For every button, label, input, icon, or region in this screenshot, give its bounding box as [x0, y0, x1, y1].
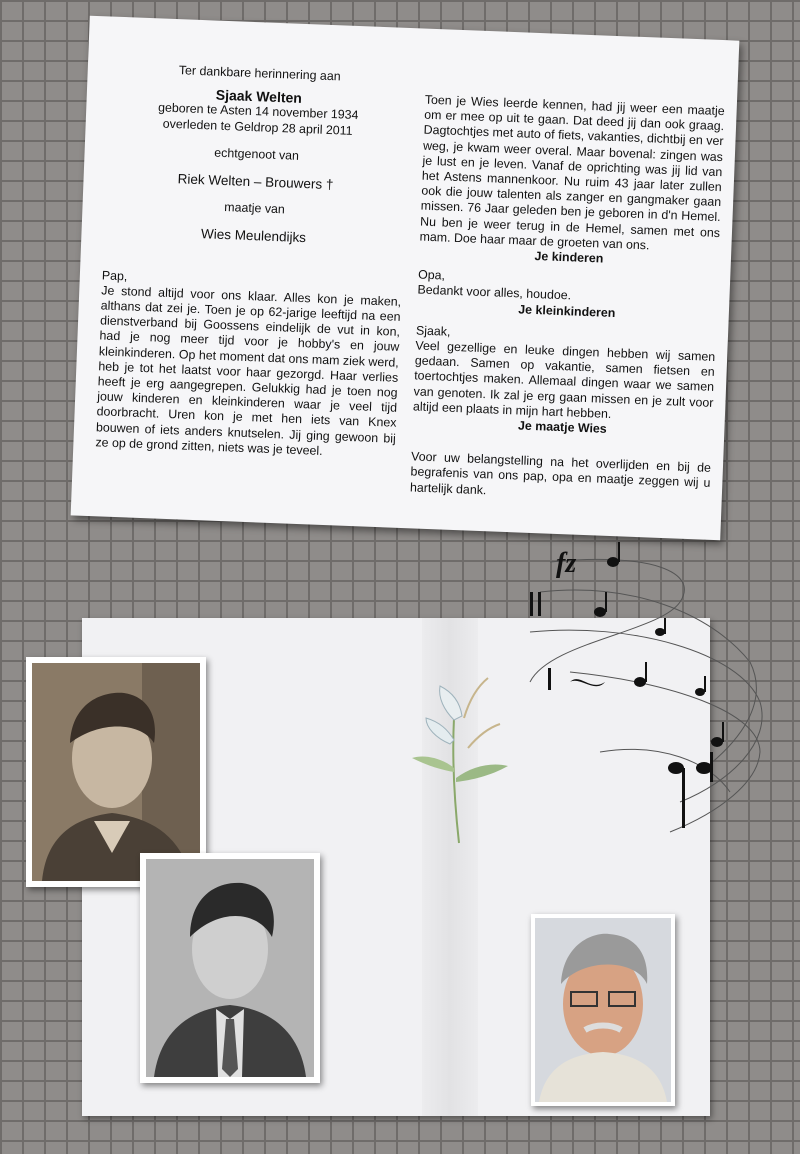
deceased-name: Sjaak Welten [215, 86, 303, 107]
left-greeting: Pap, [101, 267, 128, 283]
sjaak-greeting: Sjaak, [415, 323, 451, 339]
memorial-card-text [71, 16, 740, 541]
card-right-column [410, 29, 728, 507]
photo-older-man [531, 914, 675, 1106]
signature-wies: Je maatje Wies [517, 418, 607, 436]
right-text-kinderen: Toen je Wies leerde kennen, had jij weer een maatje om er mee op uit te gaan. Dat deed jij dan ook graag. Dagtochtjes met auto of fiets, vakanties, dichtbij en ver weg, je kwam weer overal. Maar bovenal: zingen was je lust en je leven. Vanaf de oprichting was jij lid van het Astens mannenkoor. Nu ruim 43 jaar later zullen ook die jouw talenten als zanger en gangmaker gaan missen. 76 Jaar geleden ben je geboren in d'n Hemel. Nu ben je weer terug in de Hemel, samen met ons mam. Doe haar maar de groeten van ons. [419, 92, 725, 253]
sjaak-text: Veel gezellige en leuke dingen hebben wij samen gedaan. Samen op vakantie, samen fietsen en toertochtjes maken. Allemaal dingen waar we samen van genoten. Ik zal je erg gaan missen en je zult voor altijd een plaats in mijn hart hebben. [412, 338, 716, 421]
dynamic-mark: fz [556, 548, 577, 579]
partner-label: maatje van [224, 200, 286, 217]
spouse-label: echtgenoot van [214, 145, 300, 163]
portrait-young-sepia [32, 663, 200, 881]
portrait-man-bw [146, 859, 314, 1077]
spouse-name: Riek Welten – Brouwers † [177, 171, 334, 193]
photo-man-tie [140, 853, 320, 1083]
intro-line: Ter dankbare herinnering aan [178, 63, 341, 84]
card-left-column [95, 17, 411, 462]
birth-line: geboren te Asten 14 november 1934 [157, 100, 359, 123]
music-staff-swirl [510, 532, 780, 842]
opa-text: Bedankt voor alles, houdoe. [417, 282, 572, 303]
portrait-older-color [535, 918, 671, 1102]
signature-kleinkinderen: Je kleinkinderen [518, 302, 616, 320]
left-text: Je stond altijd voor ons klaar. Alles kon je maken, althans dat zei je. Toen je op 62-jarige leeftijd na een dienstverband bij Goossens eindelijk de vut in kon, had je nog meer tijd voor je hobby's en jouw kleinkinderen. Op het moment dat ons mam ziek werd, heb je tot het laatst voor haar gezorgd. Haar verlies heeft je erg aangegrepen. Gelukkig had je toen nog jouw kinderen en kleinkinderen waar je veel tijd doorbracht. Uren kon je met hen iets van Knex bouwen of iets anders knutselen. Jij ging gewoon bij ze op de grond zitten, niets was je teveel. [95, 283, 402, 458]
music-decoration [510, 532, 780, 847]
death-line: overleden te Geldrop 28 april 2011 [162, 116, 353, 138]
partner-name: Wies Meulendijks [200, 226, 307, 246]
signature-kinderen: Je kinderen [534, 248, 604, 266]
calla-lily-illustration [404, 658, 514, 848]
thanks-text: Voor uw belangstelling na het overlijden en bij de begrafenis van ons pap, opa en maatje zeggen wij u hartelijk dank. [409, 449, 712, 497]
opa-greeting: Opa, [417, 267, 446, 283]
